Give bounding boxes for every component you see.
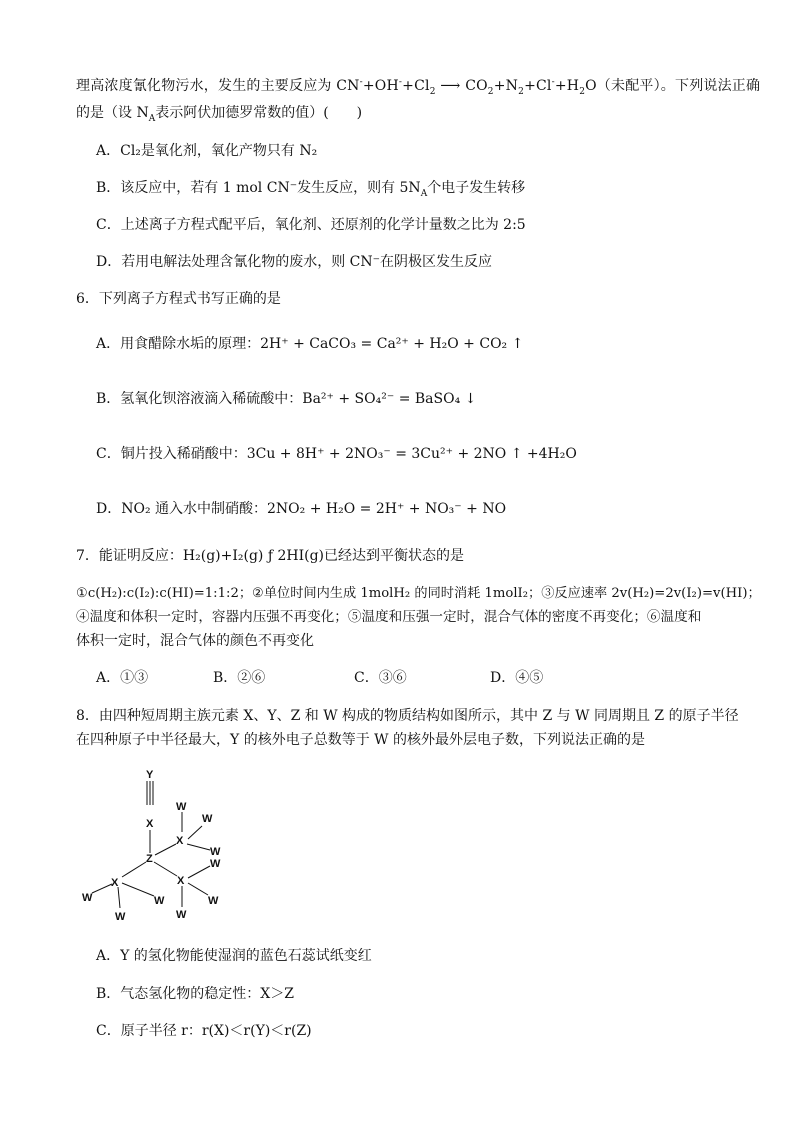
molecular-structure-diagram — [70, 768, 240, 928]
atom-w-8: W — [115, 911, 126, 923]
atom-z: Z — [146, 853, 153, 865]
atom-x-right-top: X — [176, 835, 184, 847]
q5-stem-line1: 理高浓度氰化物污水，发生的主要反应为 $CN^-+OH^-+Cl_2$ ⟶ $CO_2+N_2+Cl^-+H_2O$（未配平）。下列说法正确 — [76, 77, 761, 97]
atom-w-4: W — [210, 858, 221, 870]
q6-stem: 6．下列离子方程式书写正确的是 — [76, 291, 281, 307]
atom-w-5: W — [208, 895, 219, 907]
q7-condition-line3: 体积一定时，混合气体的颜色不再变化 — [76, 633, 314, 649]
q5-option-d: D．若用电解法处理含氰化物的废水，则 CN⁻在阴极区发生反应 — [96, 254, 493, 270]
bond-z-x4 — [122, 862, 146, 877]
q6-option-c: C．铜片投入稀硝酸中：3Cu + 8H⁺ + 2NO₃⁻ = 3Cu²⁺ + 2NO ↑ +4H₂O — [96, 446, 577, 462]
q5-option-b: B．该反应中，若有 1 mol CN⁻发生反应，则有 $5N_A$个电子发生转移 — [96, 180, 526, 199]
bond-x2-w2 — [188, 826, 202, 839]
q6-option-a: A．用食醋除水垢的原理：2H⁺ + CaCO₃ = Ca²⁺ + H₂O + CO₂ ↑ — [96, 336, 524, 352]
q8-stem-line2: 在四种原子中半径最大，Y 的核外电子总数等于 W 的核外最外层电子数，下列说法正确的是 — [76, 732, 645, 748]
bond-x3-w4 — [188, 866, 210, 878]
q8-option-a: A．Y 的氢化物能使湿润的蓝色石蕊试纸变红 — [96, 948, 372, 964]
bond-x4-w8 — [118, 887, 120, 908]
bond-x3-w5 — [188, 883, 208, 895]
bond-x2-w3 — [187, 844, 210, 850]
q8-option-c: C．原子半径 r：r(X)＜r(Y)＜r(Z) — [96, 1023, 312, 1039]
atom-w-7: W — [82, 892, 93, 904]
q7-option-d: D．④⑤ — [490, 670, 544, 686]
atom-w-3: W — [210, 846, 221, 858]
q6-option-b: B．氢氧化钡溶液滴入稀硫酸中：Ba²⁺ + SO₄²⁻ = BaSO₄ ↓ — [96, 391, 477, 407]
q5-option-a: A．Cl₂是氧化剂，氧化产物只有 N₂ — [96, 143, 318, 159]
q7-option-a: A．①③ — [96, 670, 149, 686]
atom-x-top: X — [146, 818, 154, 830]
q8-option-b: B．气态氢化物的稳定性：X＞Z — [96, 986, 294, 1002]
q7-option-c: C．③⑥ — [354, 670, 407, 686]
q7-stem: 7．能证明反应：H₂(g)+I₂(g) ƒ 2HI(g)已经达到平衡状态的是 — [76, 548, 464, 564]
q7-option-b: B．②⑥ — [213, 670, 266, 686]
atom-y: Y — [146, 769, 154, 781]
q7-condition-line1: ①c(H₂):c(I₂):c(HI)=1:1:2；②单位时间内生成 1molH₂ 的同时消耗 1molI₂；③反应速率 2v(H₂)=2v(I₂)=v(HI)； — [76, 586, 761, 601]
q5-stem-line2: 的是（设 $N_A$表示阿伏加德罗常数的值）( ) — [76, 105, 363, 124]
q7-condition-line2: ④温度和体积一定时，容器内压强不再变化；⑤温度和压强一定时，混合气体的密度不再变化；⑥温度和 — [76, 609, 702, 625]
atom-w-1: W — [176, 801, 187, 813]
bond-x4-w7 — [92, 884, 112, 893]
bond-z-x3 — [154, 862, 177, 876]
q6-option-d: D．NO₂ 通入水中制硝酸：2NO₂ + H₂O = 2H⁺ + NO₃⁻ + NO — [96, 501, 507, 517]
bond-z-x2 — [155, 844, 176, 855]
atom-w-2: W — [202, 813, 213, 825]
atom-x-left: X — [111, 877, 119, 889]
q8-stem-line1: 8．由四种短周期主族元素 X、Y、Z 和 W 构成的物质结构如图所示，其中 Z 与 W 同周期且 Z 的原子半径 — [76, 708, 739, 724]
atom-w-6: W — [176, 909, 187, 921]
atom-x-right-bottom: X — [177, 875, 185, 887]
q5-option-c: C．上述离子方程式配平后，氧化剂、还原剂的化学计量数之比为 2:5 — [96, 217, 526, 233]
bond-x4-w9 — [122, 883, 154, 896]
atom-w-9: W — [154, 895, 165, 907]
